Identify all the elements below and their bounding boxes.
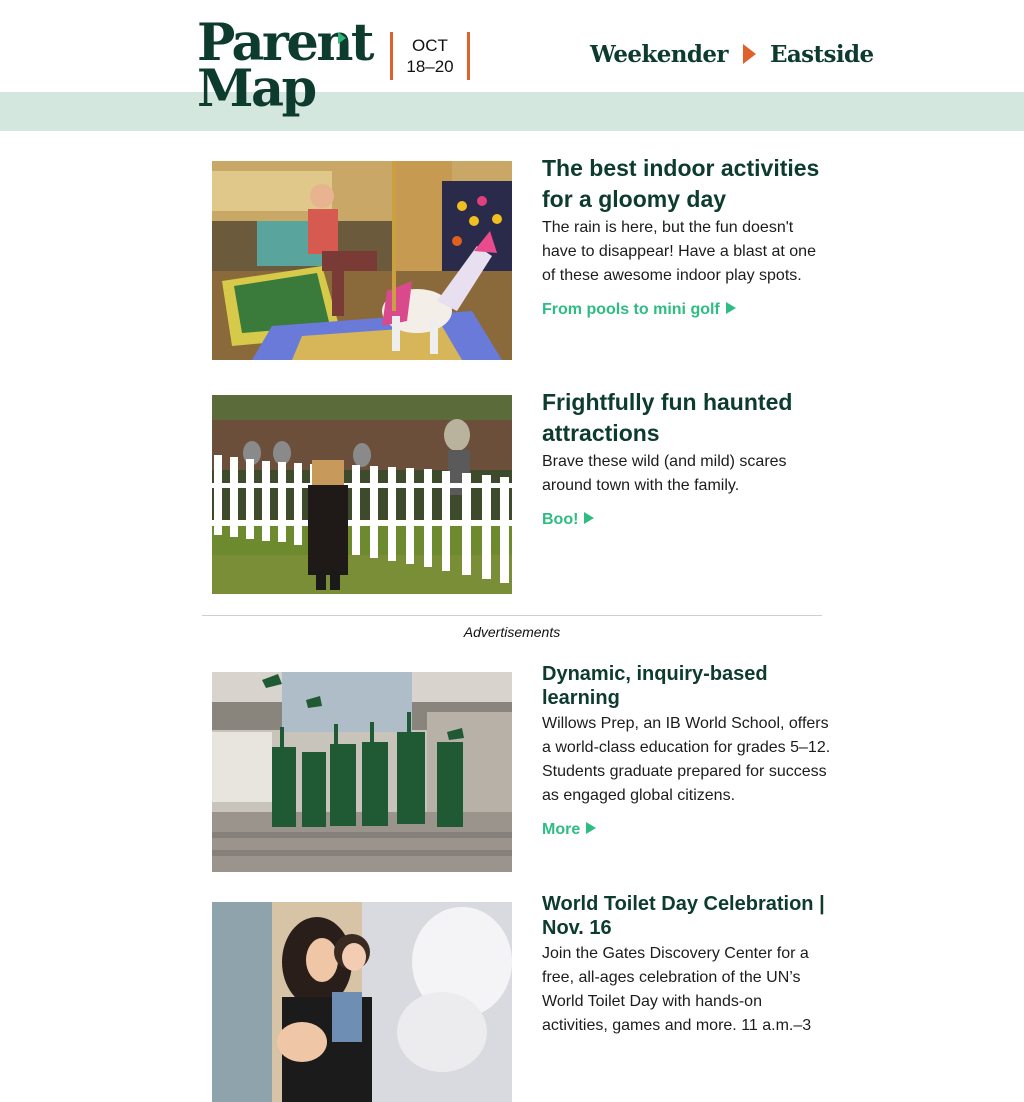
- newsletter-header: [0, 0, 1024, 131]
- ad-link[interactable]: More: [542, 818, 596, 842]
- edition-arrow-icon: [743, 44, 756, 64]
- article-summary: The rain is here, but the fun doesn't have to disappear! Have a blast at one of these awesome indoor play spots.: [542, 219, 816, 284]
- issue-days: 18–20: [406, 57, 454, 76]
- edition-label: [590, 38, 874, 70]
- article-text: [542, 153, 832, 322]
- section-divider: [202, 615, 822, 616]
- logo-word-map: Map: [197, 59, 315, 119]
- ad-text: [542, 662, 832, 842]
- article-title[interactable]: The best indoor activities for a gloomy day: [542, 155, 820, 212]
- article-title[interactable]: Frightfully fun haunted attractions: [542, 389, 793, 446]
- article-link[interactable]: From pools to mini golf: [542, 298, 736, 322]
- parentmap-logo[interactable]: [197, 13, 372, 124]
- edition-name: Weekender: [590, 40, 728, 68]
- logo-triangle-icon: [338, 32, 346, 44]
- ad-title[interactable]: World Toilet Day Celebration | Nov. 16: [542, 893, 825, 939]
- article-image-haunted[interactable]: [212, 395, 512, 594]
- ad-summary: Join the Gates Discovery Center for a free, all-ages celebration of the UN’s World Toilet Day with hands-on activities, games and more. 11 a.m.–3: [542, 945, 812, 1034]
- ad-summary: Willows Prep, an IB World School, offers a world-class education for grades 5–12. Students graduate prepared for success as engaged global citizens.: [542, 715, 831, 804]
- article-link[interactable]: Boo!: [542, 508, 594, 532]
- edition-region: Eastside: [769, 40, 874, 68]
- ad-text: [542, 892, 832, 1038]
- issue-date: [390, 32, 470, 80]
- advertisements-label: Advertisements: [463, 624, 561, 640]
- article-image-indoor-play[interactable]: [212, 161, 512, 360]
- issue-month: OCT: [412, 36, 448, 55]
- logo-word-parent: Parent: [197, 13, 372, 73]
- ad-title[interactable]: Dynamic, inquiry-based learning: [542, 663, 768, 709]
- article-text: [542, 387, 832, 532]
- ad-image-graduation[interactable]: [212, 672, 512, 872]
- header-band: [0, 92, 1024, 131]
- article-summary: Brave these wild (and mild) scares around town with the family.: [542, 453, 787, 494]
- ad-image-toilet-day[interactable]: [212, 902, 512, 1102]
